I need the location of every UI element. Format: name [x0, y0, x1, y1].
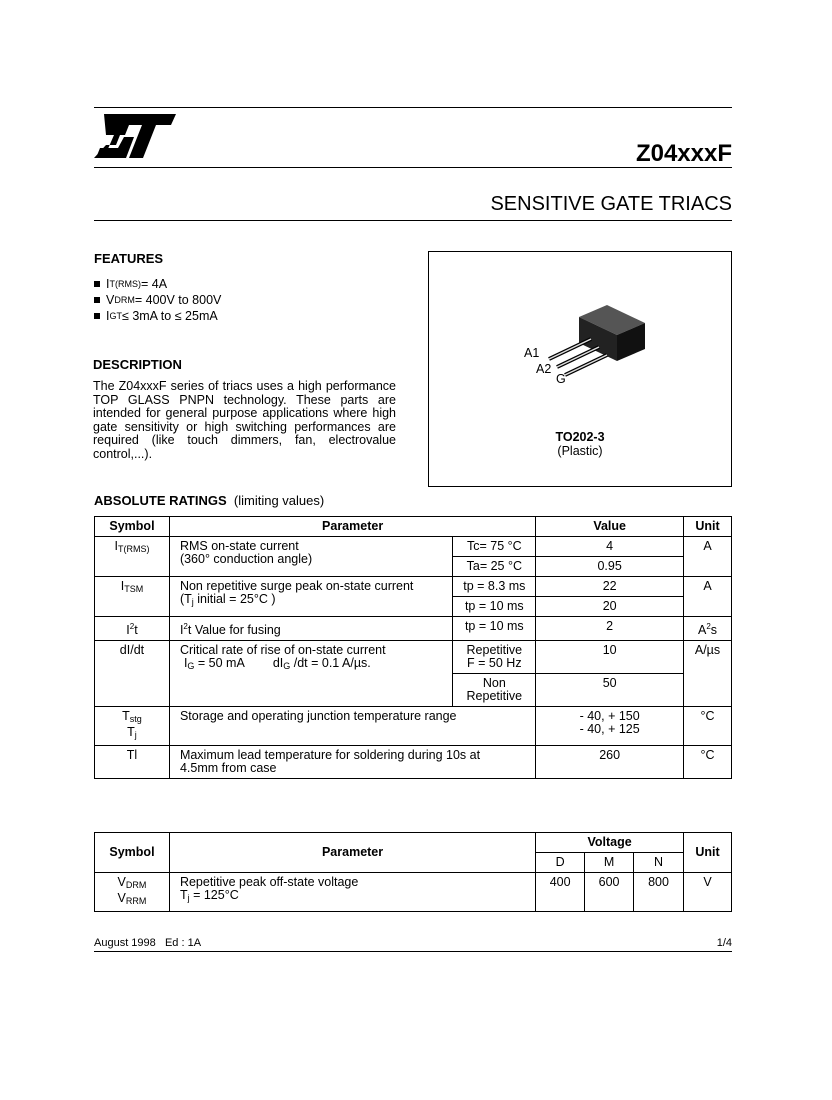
unit-cell: A [684, 577, 732, 617]
symbol-cell: $V_{DRM}$ $V_{RRM}$ [95, 873, 170, 912]
table-header-row [95, 833, 732, 853]
condition-cell: Tc= 75 °C [453, 537, 536, 557]
col-header: D [536, 853, 585, 873]
unit-cell: °C [684, 707, 732, 746]
col-header: M [585, 853, 634, 873]
condition-cell: Non Repetitive [453, 674, 536, 707]
part-number: Z04xxxF [635, 140, 732, 167]
features-list [94, 276, 221, 324]
col-header: Unit [684, 517, 732, 537]
voltage-table [94, 832, 732, 912]
package-box [428, 251, 732, 487]
col-header: Voltage [536, 833, 684, 853]
description-heading: DESCRIPTION [93, 357, 182, 372]
footer-rule [94, 951, 732, 952]
bullet-icon [94, 297, 100, 303]
pin-label-a1: A1 [524, 346, 540, 360]
page-number: 1/4 [716, 937, 732, 949]
bullet-icon [94, 313, 100, 319]
symbol-cell: Tl [95, 746, 170, 779]
feature-item: I GT ≤ 3mA to ≤ 25mA [94, 308, 221, 324]
package-name: TO202-3 [555, 430, 605, 444]
condition-cell: Repetitive F = 50 Hz [453, 641, 536, 674]
parameter-cell: Storage and operating junction temperature range [169, 707, 535, 746]
unit-cell: A/µs [684, 641, 732, 707]
symbol-cell: $I_{T(RMS)}$ [95, 537, 170, 577]
value-cell: 2 [536, 617, 684, 641]
condition-cell: tp = 10 ms [453, 617, 536, 641]
value-cell: 800 [634, 873, 684, 912]
condition-cell: Ta= 25 °C [453, 557, 536, 577]
condition-cell: tp = 8.3 ms [453, 577, 536, 597]
top-rule [94, 107, 732, 108]
table-row [95, 577, 732, 597]
package-note: (Plastic) [557, 444, 603, 458]
description-text: The Z04xxxF series of triacs uses a high performance TOP GLASS PNPN technology. These parts are intended for general purpose applications where high gate sensitivity or high switching performances are required (like touch dimmers, fan, electrovalue control,...). [93, 379, 396, 461]
condition-cell: tp = 10 ms [453, 597, 536, 617]
bullet-icon [94, 281, 100, 287]
symbol-cell: $I_{TSM}$ [95, 577, 170, 617]
value-cell: 22 [536, 577, 684, 597]
value-cell: 600 [585, 873, 634, 912]
feature-item: V DRM = 400V to 800V [94, 292, 221, 308]
col-header: Symbol [95, 517, 170, 537]
col-header: Symbol [95, 833, 170, 873]
ratings-table [94, 516, 732, 779]
feature-item: I T(RMS) = 4A [94, 276, 221, 292]
table-row [95, 746, 732, 779]
value-cell: - 40, + 150 - 40, + 125 [536, 707, 684, 746]
subtitle-rule [94, 220, 732, 221]
value-cell: 20 [536, 597, 684, 617]
symbol-cell: $I^2t$ [95, 617, 170, 641]
pin-label-a2: A2 [536, 362, 552, 376]
value-cell: 4 [536, 537, 684, 557]
unit-cell: V [684, 873, 732, 912]
col-header: Parameter [169, 833, 535, 873]
table-row [95, 617, 732, 641]
st-logo [94, 113, 178, 159]
value-cell: 10 [536, 641, 684, 674]
unit-cell: °C [684, 746, 732, 779]
col-header: Unit [684, 833, 732, 873]
unit-cell: $A^2s$ [684, 617, 732, 641]
parameter-cell: RMS on-state current (360° conduction angle) [169, 537, 452, 577]
ratings-heading: ABSOLUTE RATINGS (limiting values) [94, 493, 325, 508]
table-row [95, 707, 732, 746]
symbol-cell: dI/dt [95, 641, 170, 707]
table-row [95, 537, 732, 557]
symbol-cell: $T_{stg}$ $T_j$ [95, 707, 170, 746]
value-cell: 50 [536, 674, 684, 707]
unit-cell: A [684, 537, 732, 577]
footer-date: August 1998 Ed : 1A [94, 937, 202, 949]
value-cell: 260 [536, 746, 684, 779]
features-heading: FEATURES [94, 251, 164, 266]
parameter-cell: Critical rate of rise of on-state current $I_G = 50$ mA $dI_G$ /dt = 0.1 A/µs. [169, 641, 452, 707]
table-row [95, 641, 732, 674]
parameter-cell: Non repetitive surge peak on-state current ($T_j$ initial = 25°C ) [169, 577, 452, 617]
value-cell: 400 [536, 873, 585, 912]
table-row [95, 873, 732, 912]
parameter-cell: Repetitive peak off-state voltage $T_j = 125^\circ C$ [169, 873, 535, 912]
value-cell: 0.95 [536, 557, 684, 577]
col-header: Parameter [169, 517, 535, 537]
col-header: N [634, 853, 684, 873]
table-header-row [95, 517, 732, 537]
document-subtitle: SENSITIVE GATE TRIACS [490, 193, 732, 215]
parameter-cell: $I^2t$ Value for fusing [169, 617, 452, 641]
parameter-cell: Maximum lead temperature for soldering during 10s at 4.5mm from case [169, 746, 535, 779]
col-header: Value [536, 517, 684, 537]
pin-label-g: G [556, 372, 566, 386]
